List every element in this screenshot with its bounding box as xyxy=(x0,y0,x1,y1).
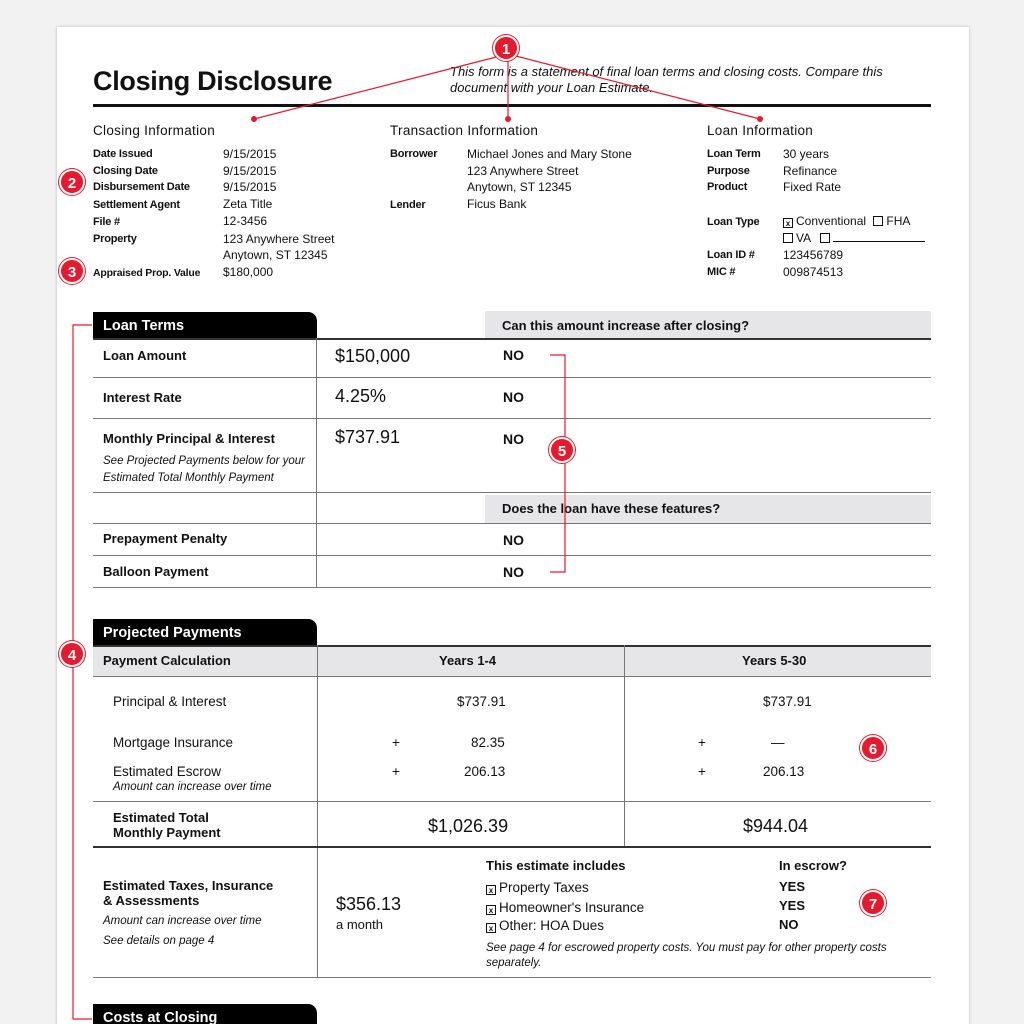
callout-3-badge: 3 xyxy=(59,258,85,284)
estimated-total-label-2: Monthly Payment xyxy=(113,825,221,840)
monthly-pi-note: See Projected Payments below for your Estimated Total Monthly Payment xyxy=(103,455,305,484)
years-1-4-header: Years 1-4 xyxy=(439,653,497,668)
include-escrow: YES xyxy=(779,879,806,894)
loan-info-value: Fixed Rate xyxy=(783,180,842,194)
mi-years-1-4: 82.35 xyxy=(471,735,505,750)
checkbox-checked-icon: x xyxy=(486,923,496,933)
loan-type-label: Loan Type xyxy=(707,216,760,228)
projected-payments-tab: Projected Payments xyxy=(93,619,317,646)
loan-info-label: Loan Term xyxy=(707,148,761,160)
include-item: x Property Taxes xyxy=(486,880,589,895)
loan-id-value: 123456789 xyxy=(783,248,844,262)
closing-info-label: File # xyxy=(93,216,120,228)
monthly-pi-answer: NO xyxy=(503,431,524,447)
total-years-5-30: $944.04 xyxy=(743,816,809,836)
taxes-insurance-period: a month xyxy=(336,917,383,932)
escrow-footnote: See page 4 for escrowed property costs. You must pay for other property costs separately. xyxy=(486,942,887,969)
closing-info-label: Property xyxy=(93,233,137,245)
callout-7-badge: 7 xyxy=(860,890,886,916)
loan-type-fha: FHA xyxy=(886,214,911,228)
include-escrow: YES xyxy=(779,898,806,913)
document-title: Closing Disclosure xyxy=(93,66,333,96)
closing-info-label: Appraised Prop. Value xyxy=(93,267,201,279)
closing-info-heading: Closing Information xyxy=(93,123,216,138)
plus-sign: + xyxy=(392,735,400,750)
loan-info-label: Purpose xyxy=(707,165,750,177)
loan-info-label: Product xyxy=(707,181,748,193)
pi-years-5-30: $737.91 xyxy=(763,694,812,709)
checkbox-checked-icon: x xyxy=(783,218,793,228)
closing-info-value: $180,000 xyxy=(223,265,274,279)
includes-heading: This estimate includes xyxy=(486,858,626,873)
loan-terms-tab: Loan Terms xyxy=(93,312,317,339)
escrow-years-1-4: 206.13 xyxy=(464,764,506,779)
loan-info-value: Refinance xyxy=(783,164,838,178)
taxes-insurance-note: Amount can increase over time xyxy=(103,915,262,927)
plus-sign: + xyxy=(698,764,706,779)
loan-info-heading: Loan Information xyxy=(707,123,814,138)
include-escrow: NO xyxy=(779,917,799,932)
callout-5-badge: 5 xyxy=(549,437,575,463)
monthly-pi-value: $737.91 xyxy=(335,427,401,447)
prepayment-penalty-label: Prepayment Penalty xyxy=(103,531,228,546)
mi-years-5-30: — xyxy=(771,735,785,750)
estimated-total-label: Estimated Total xyxy=(113,810,209,825)
in-escrow-heading: In escrow? xyxy=(779,858,847,873)
closing-info-value: Zeta Title xyxy=(223,197,273,211)
estimated-escrow-note: Amount can increase over time xyxy=(113,781,272,793)
borrower-label: Borrower xyxy=(390,148,438,160)
total-years-1-4: $1,026.39 xyxy=(428,816,509,836)
taxes-insurance-label-2: & Assessments xyxy=(103,893,200,908)
loan-info-value: 30 years xyxy=(783,147,830,161)
closing-info-value: 9/15/2015 xyxy=(223,180,277,194)
closing-info-label: Disbursement Date xyxy=(93,181,190,193)
payment-calculation-header: Payment Calculation xyxy=(103,653,231,668)
mortgage-insurance-label: Mortgage Insurance xyxy=(113,735,234,750)
borrower-value: 123 Anywhere Street xyxy=(467,164,579,178)
closing-info-value: 9/15/2015 xyxy=(223,147,277,161)
loan-type-va: VA xyxy=(796,231,811,245)
callout-1-badge: 1 xyxy=(493,35,519,61)
borrower-value: Michael Jones and Mary Stone xyxy=(467,147,632,161)
balloon-payment-answer: NO xyxy=(503,564,524,580)
include-item: x Other: HOA Dues xyxy=(486,918,604,933)
closing-info-value: 12-3456 xyxy=(223,214,268,228)
checkbox-checked-icon: x xyxy=(486,905,496,915)
closing-info-value: Anytown, ST 12345 xyxy=(223,248,328,262)
loan-amount-value: $150,000 xyxy=(335,346,411,366)
closing-info-label: Closing Date xyxy=(93,165,158,177)
interest-rate-value: 4.25% xyxy=(335,386,387,406)
include-item: x Homeowner's Insurance xyxy=(486,900,644,915)
taxes-insurance-details: See details on page 4 xyxy=(103,935,215,947)
transaction-info-heading: Transaction Information xyxy=(390,123,539,138)
costs-at-closing-tab: Costs at Closing xyxy=(93,1004,317,1024)
callout-2-badge: 2 xyxy=(59,169,85,195)
pi-years-1-4: $737.91 xyxy=(457,694,506,709)
loan-type-conventional: Conventional xyxy=(796,214,867,228)
loan-amount-answer: NO xyxy=(503,347,524,363)
checkbox-checked-icon: x xyxy=(486,885,496,895)
mic-label: MIC # xyxy=(707,266,736,278)
taxes-insurance-label: Estimated Taxes, Insurance xyxy=(103,878,274,893)
callout-6-badge: 6 xyxy=(860,735,886,761)
plus-sign: + xyxy=(392,764,400,779)
escrow-years-5-30: 206.13 xyxy=(763,764,805,779)
loan-id-label: Loan ID # xyxy=(707,249,755,261)
interest-rate-label: Interest Rate xyxy=(103,390,182,405)
taxes-insurance-amount: $356.13 xyxy=(336,894,402,914)
years-5-30-header: Years 5-30 xyxy=(742,653,807,668)
loan-terms-question: Can this amount increase after closing? xyxy=(502,318,750,333)
document-intro: This form is a statement of final loan terms and closing costs. Compare this document with your Loan Estimate. xyxy=(450,64,883,95)
loan-amount-label: Loan Amount xyxy=(103,348,187,363)
closing-info-label: Settlement Agent xyxy=(93,199,180,211)
mic-value: 009874513 xyxy=(783,265,844,279)
features-question: Does the loan have these features? xyxy=(502,501,721,516)
closing-info-value: 123 Anywhere Street xyxy=(223,232,335,246)
callout-4-badge: 4 xyxy=(59,641,85,667)
monthly-pi-label: Monthly Principal & Interest xyxy=(103,431,275,446)
estimated-escrow-label: Estimated Escrow xyxy=(113,764,222,779)
borrower-value: Anytown, ST 12345 xyxy=(467,180,572,194)
closing-info-label: Date Issued xyxy=(93,148,153,160)
prepayment-penalty-answer: NO xyxy=(503,532,524,548)
plus-sign: + xyxy=(698,735,706,750)
lender-label: Lender xyxy=(390,199,426,211)
interest-rate-answer: NO xyxy=(503,389,524,405)
pi-label: Principal & Interest xyxy=(113,694,227,709)
closing-info-value: 9/15/2015 xyxy=(223,164,277,178)
lender-value: Ficus Bank xyxy=(467,197,527,211)
balloon-payment-label: Balloon Payment xyxy=(103,564,209,579)
